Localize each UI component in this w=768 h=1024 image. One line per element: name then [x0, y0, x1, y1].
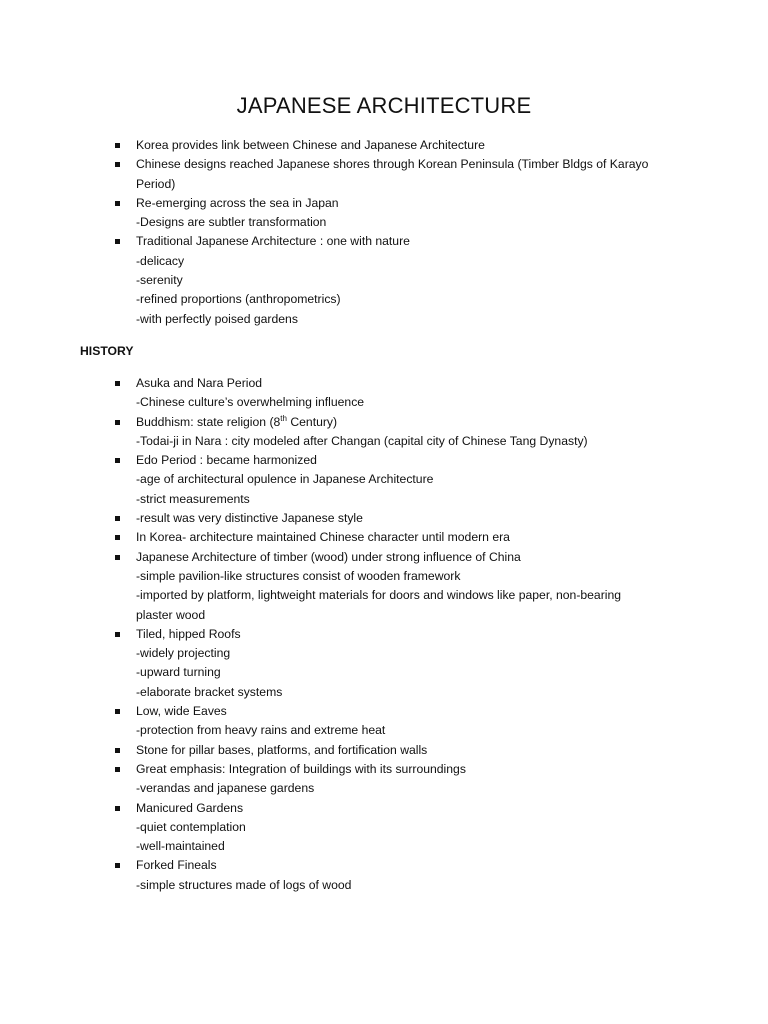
- square-bullet-icon: [115, 143, 120, 148]
- list-item: [0, 741, 676, 760]
- bullet-text: Tiled, hipped Roofs: [136, 626, 241, 641]
- bullet-text: Edo Period : became harmonized: [136, 453, 317, 468]
- square-bullet-icon: [115, 239, 120, 244]
- list-item: [0, 528, 676, 547]
- list-item: [0, 232, 676, 328]
- bullet-subpoint: -upward turning: [136, 665, 221, 680]
- square-bullet-icon: [115, 555, 120, 560]
- square-bullet-icon: [115, 201, 120, 206]
- bullet-subpoint: -serenity: [136, 273, 183, 288]
- bullet-text: Stone for pillar bases, platforms, and fortification walls: [136, 742, 428, 757]
- bullet-subpoint: -strict measurements: [136, 491, 250, 506]
- bullet-text: Traditional Japanese Architecture : one with nature: [136, 234, 410, 249]
- bullet-text: Re-emerging across the sea in Japan: [136, 195, 339, 210]
- square-bullet-icon: [115, 516, 120, 521]
- square-bullet-icon: [115, 806, 120, 811]
- bullet-subpoint: -refined proportions (anthropometrics): [136, 292, 341, 307]
- bullet-text: Korea provides link between Chinese and Japanese Architecture: [136, 138, 485, 152]
- bullet-subpoint: -Designs are subtler transformation: [136, 215, 327, 230]
- list-item: [0, 374, 676, 413]
- list-item: [0, 799, 676, 857]
- square-bullet-icon: [115, 863, 120, 868]
- bullet-subpoint: -with perfectly poised gardens: [136, 311, 298, 326]
- page-title: JAPANESE ARCHITECTURE: [236, 93, 532, 118]
- bullet-subpoint: -protection from heavy rains and extreme heat: [136, 723, 386, 738]
- bullet-text: Chinese designs reached Japanese shores through Korean Peninsula (Timber Bldgs of Karayo: [136, 157, 649, 172]
- bullet-text: In Korea- architecture maintained Chinese character until modern era: [136, 530, 510, 545]
- square-bullet-icon: [115, 632, 120, 637]
- bullet-subpoint: -widely projecting: [136, 646, 231, 661]
- bullet-text: Great emphasis: Integration of buildings with its surroundings: [136, 761, 466, 776]
- bullet-subpoint: -verandas and japanese gardens: [136, 781, 315, 796]
- bullet-subpoint: -Todai-ji in Nara : city modeled after Changan (capital city of Chinese Tang Dynasty): [136, 433, 588, 448]
- bullet-subpoint: -well-maintained: [136, 839, 225, 854]
- square-bullet-icon: [115, 748, 120, 753]
- square-bullet-icon: [115, 162, 120, 167]
- square-bullet-icon: [115, 420, 120, 425]
- list-item: [0, 509, 676, 528]
- list-item: [0, 856, 676, 895]
- history-bullet-list: [0, 374, 768, 895]
- bullet-text-part: Century): [286, 414, 338, 429]
- list-item: [0, 413, 676, 452]
- bullet-text: Manicured Gardens: [136, 800, 244, 815]
- intro-bullet-list: [0, 136, 768, 329]
- bullet-subpoint: -simple structures made of logs of wood: [136, 877, 352, 892]
- bullet-text: Forked Fineals: [136, 858, 217, 873]
- square-bullet-icon: [115, 767, 120, 772]
- list-item: [0, 155, 676, 194]
- list-item: [0, 702, 676, 741]
- superscript-ordinal: th: [280, 413, 287, 423]
- bullet-subpoint: -imported by platform, lightweight materials for doors and windows like paper, non-bearing: [136, 588, 622, 603]
- bullet-text: -result was very distinctive Japanese style: [136, 511, 363, 526]
- bullet-text: Asuka and Nara Period: [136, 376, 263, 390]
- square-bullet-icon: [115, 381, 120, 386]
- bullet-text: [136, 413, 676, 432]
- bullet-subpoint: -elaborate bracket systems: [136, 684, 283, 699]
- list-item: [0, 548, 676, 625]
- bullet-subpoint: -delicacy: [136, 253, 185, 268]
- list-item: [0, 136, 676, 155]
- bullet-text: Japanese Architecture of timber (wood) under strong influence of China: [136, 549, 521, 564]
- bullet-subpoint: -Chinese culture’s overwhelming influence: [136, 395, 365, 410]
- bullet-subpoint: -age of architectural opulence in Japanese Architecture: [136, 472, 434, 487]
- list-item: [0, 760, 676, 799]
- bullet-text-part: Buddhism: state religion (8: [136, 414, 281, 429]
- bullet-text-continued: plaster wood: [136, 607, 206, 622]
- square-bullet-icon: [115, 458, 120, 463]
- list-item: [0, 625, 676, 702]
- bullet-subpoint: -quiet contemplation: [136, 819, 246, 834]
- bullet-subpoint: -simple pavilion-like structures consist of wooden framework: [136, 568, 461, 583]
- bullet-text-continued: Period): [136, 176, 176, 191]
- square-bullet-icon: [115, 709, 120, 714]
- list-item: [0, 451, 676, 509]
- list-item: [0, 194, 676, 233]
- section-heading-history: HISTORY: [80, 344, 134, 358]
- bullet-text: Low, wide Eaves: [136, 704, 227, 719]
- square-bullet-icon: [115, 535, 120, 540]
